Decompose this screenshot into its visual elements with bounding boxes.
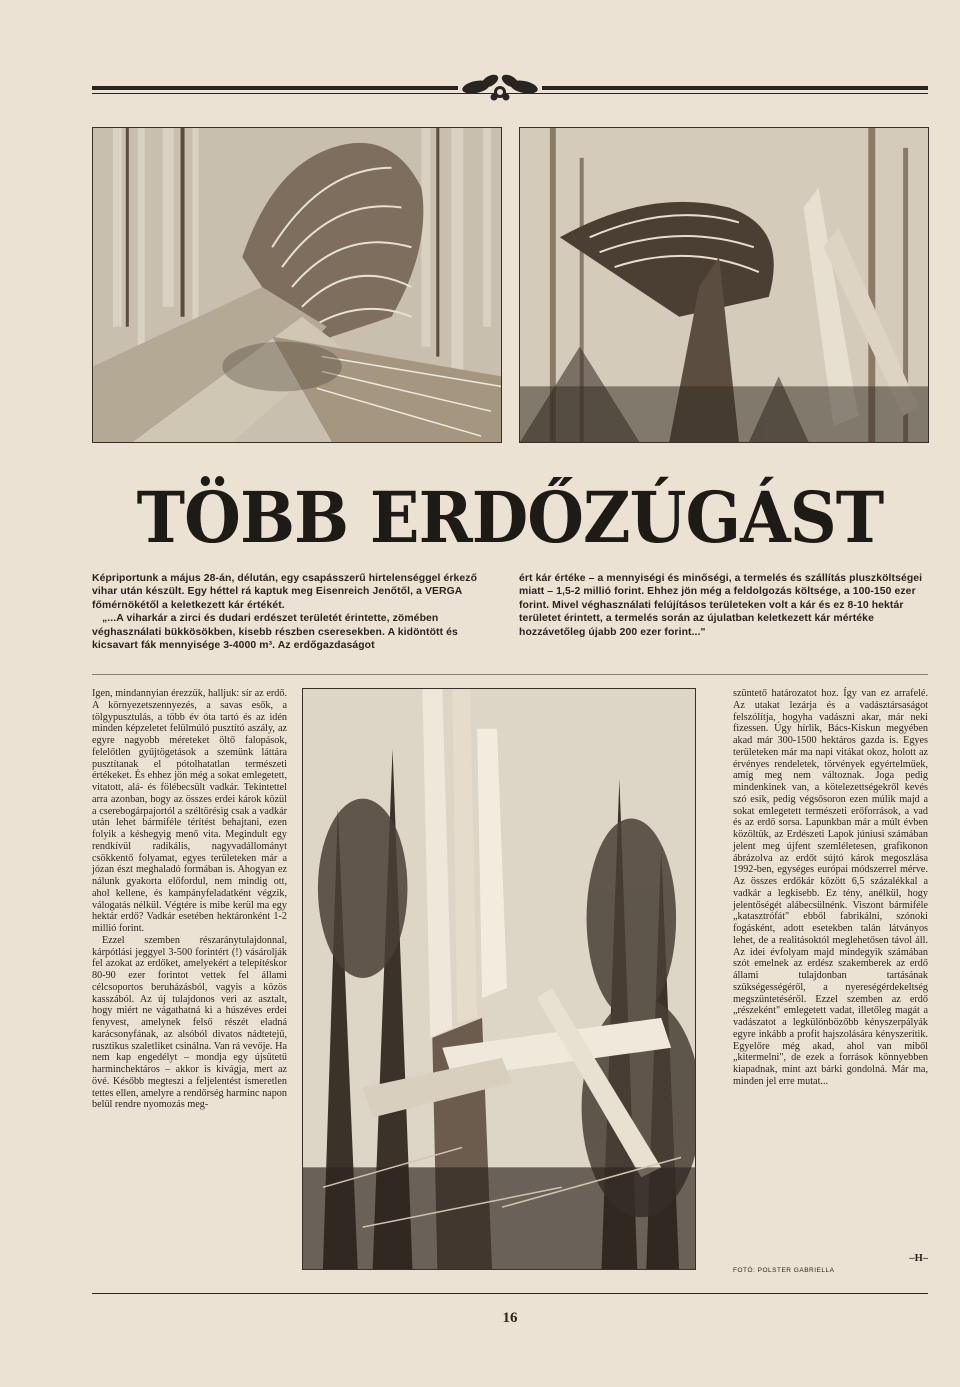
headline: TÖBB ERDŐZÚGÁST	[136, 476, 884, 559]
body-paragraph: Igen, mindannyian érezzük, halljuk: sír az erdő. A környezetszennyezés, a savas esők, a tölgypusztulás, a több év óta tartó és az idén minden képzeletet felülmúló pusztító aszály, az egyre nagyobb méreteket öltő falopások, felelőtlen gyűjtögetások a szemünk láttára pusztítanak el pótolhatatlan természeti értékeket. És ehhez jön még a sokat emlegetett, vitatott, alá- és fölébecsült vadkár. Tekintettel arra azonban, hogy az összes erdei károk közül a cserebogárpajortól a széltörésig csak a vadkár után lehet bármiféle térítést behajtani, ezen folyik a késhegyig menő vita. Megindult egy rendkívül radikális, nagyvadállományt csökkentő folyamat, egyes területeken már a józan észt meghaladó formában is. Ahogyan ez nálunk gyakorta előfordul, nem mindig ott, ahol kellene, és kampányfeladatként végzik, válogatás nélkül. Végtére is mibe kerül ma egy hektár erdő? Vadkár esetében hektáronként 1-2 millió forint.	[92, 688, 287, 934]
oak-leaf-ornament	[450, 68, 550, 104]
page-number: 16	[502, 1310, 518, 1326]
lead-left	[92, 572, 502, 652]
body-column-left	[92, 688, 287, 1111]
lead-paragraph: Képriportunk a május 28-án, délután, egy csapásszerű hirtelenséggel érkező vihar után készült. Egy héttel rá kaptuk meg Eisenreich Jenőtől, a VERGA főmérnökétől a keletkezett kár értékét.	[92, 573, 478, 611]
photo-fallen-trunks	[92, 127, 502, 443]
photo-broken-trunk	[302, 688, 696, 1270]
bottom-rule	[92, 1293, 928, 1294]
body-paragraph: Ezzel szemben részaránytulajdonnal, kárpótlási jeggyel 3-500 forintért (!) vásárolják fel azokat az erdőket, amelyekért a telepítéskor 80-90 ezer forintot vettek fel állami célcsoportos beruházásból, vagyis a közös kasszából. Az új tulajdonos veri az asztalt, hogy miért ne vágathatná ki a húszéves erdei fenyvest, amelynek felső részét eladná karácsonyfának, az alsóból divatos nádtetejű, rusztikus szaletliket csinálna. Van rá vevője. Ha nem kap engedélyt – mondja egy újsütetű harminchektáros – akkor is kivágja, mert az övé. Később megteszi a feljelentést ismeretlen tettes ellen, amelyre a rendőrség harminc napon belül rendre nyomozás meg-	[92, 934, 287, 1111]
lead-paragraph: „...A viharkár a zirci és dudari erdészet területét érintette, zömében véghasználati bükkösökben, kisebb részben cseresekben. A kidöntött és kicsavart fák mennyisége 3-4000 m³. Az erdőgazdaságot	[92, 613, 458, 652]
author-signature: –H–	[909, 1253, 928, 1264]
lead-right	[519, 572, 929, 639]
photo-credit: FOTÓ: POLSTER GABRIELLA	[733, 1267, 835, 1274]
body-column-right	[733, 688, 928, 1088]
photo-snapped-tree	[519, 127, 929, 443]
body-paragraph: szüntető határozatot hoz. Így van ez arrafelé. Az utakat lezárja és a vadásztársaságot felszólítja, hogyha vadászni akar, már neki fizessen. Úgy hírlik, Bács-Kiskun megyében akad már 300-1500 hektáros gazda is. Egyes területeken már ma napi vitákat okoz, holott az érvényes rendeletek, törvények egyértelműek, amíg meg nem változnak. Joga pedig mindenkinek van, a kötelezettségekről kevés szó esik, pedig végsősoron ezen múlik majd a sokat emlegetett természeti erőforrások, a vad és az erdő sorsa. Lapunkban már a múlt évben közöltük, az Erdészeti Lapok júniusi számában jelent meg újfent szemléletesen, grafikonon ábrázolva az erdőt sújtó károk megoszlása 1992-ben, egységes európai módszerrel mérve. Az összes erdőkár között 6,5 százalékkal a vadkár a legkisebb. Ez tény, anélkül, hogy jelentőségét alábecsülnénk. Viszont bármiféle „katasztrófát" ebből fabrikálni, szónoki fogásként, adott esetekben talán látványos lehet, de a realitásoktól meglehetősen távol áll. Az idei évfolyam majd mindegyik számában szót emelnek az erdész szakemberek az erdő állami tulajdonban tartásának szükségességéről, a nyereségérdekeltség megszüntetéséről. Ezzel szemben az erdő „részeként" emlegetett vadat, illetőleg magát a vadászatot a legkülönbözőbb kényszerpályák egyre inkább a profit hajszolására kényszerítik. Egyelőre még akad, ahol van miből „kitermelni", de ezek a források könnyebben kiapadnak, mint azt bárki gondolná. Már ma, minden jel erre mutat...	[733, 688, 928, 1087]
lead-paragraph: ért kár értéke – a mennyiségi és minőségi, a termelés és szállítás pluszköltségei miatt – 1,5-2 millió forint. Ehhez jön még a feldolgozás költsége, a 100-150 ezer forint. Mivel véghasználati felújításos területeken volt a kár és ez 8-10 hektár területet érintett, a termelés során az újulatban keletkezett kár mértéke hozzávetőleg újabb 200 ezer forint..."	[519, 573, 923, 638]
section-rule	[92, 674, 928, 675]
